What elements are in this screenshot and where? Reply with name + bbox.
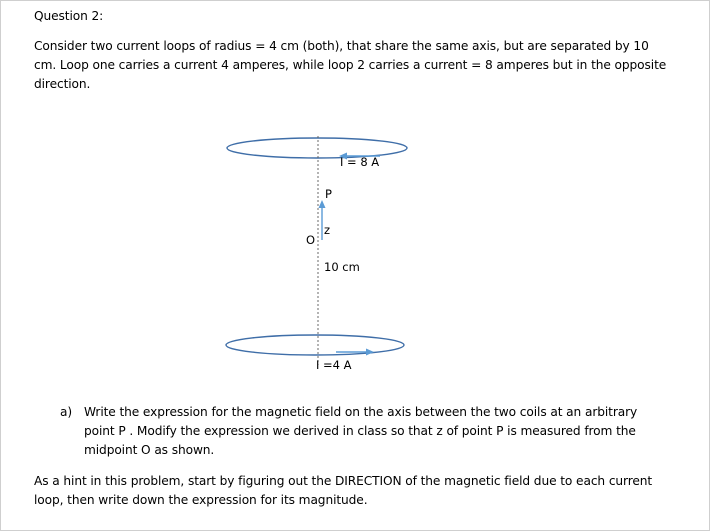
intro-line-2: cm. Loop one carries a current 4 amperes, while loop 2 carries a current = 8 amperes but in the opposite [34,58,667,72]
top-current-loop [227,138,407,158]
part-a-line-3: midpoint O as shown. [84,443,215,457]
point-p-label: P [325,187,332,201]
bottom-loop-current-label: I =4 A [316,358,352,372]
hint-line-2: loop, then write down the expression for its magnitude. [34,493,368,507]
intro-line-3: direction. [34,77,91,91]
z-axis-arrowhead [319,200,326,208]
separation-label: 10 cm [324,260,360,274]
z-axis-label: z [324,223,331,237]
hint-line-1: As a hint in this problem, start by figuring out the DIRECTION of the magnetic field due to each current [34,474,653,488]
origin-o-label: O [306,233,316,247]
top-loop-current-label: I = 8 A [340,155,380,169]
part-a-line-1: Write the expression for the magnetic field on the axis between the two coils at an arbitrary [84,405,638,419]
bottom-current-arrowhead [366,349,374,356]
part-a-line-2: point P . Modify the expression we derived in class so that z of point P is measured from the [84,424,636,438]
bottom-current-loop [226,335,404,355]
intro-line-1: Consider two current loops of radius = 4 cm (both), that share the same axis, but are separated by 10 [34,39,649,53]
part-a-marker: a) [60,405,73,419]
question-title: Question 2: [34,9,104,23]
